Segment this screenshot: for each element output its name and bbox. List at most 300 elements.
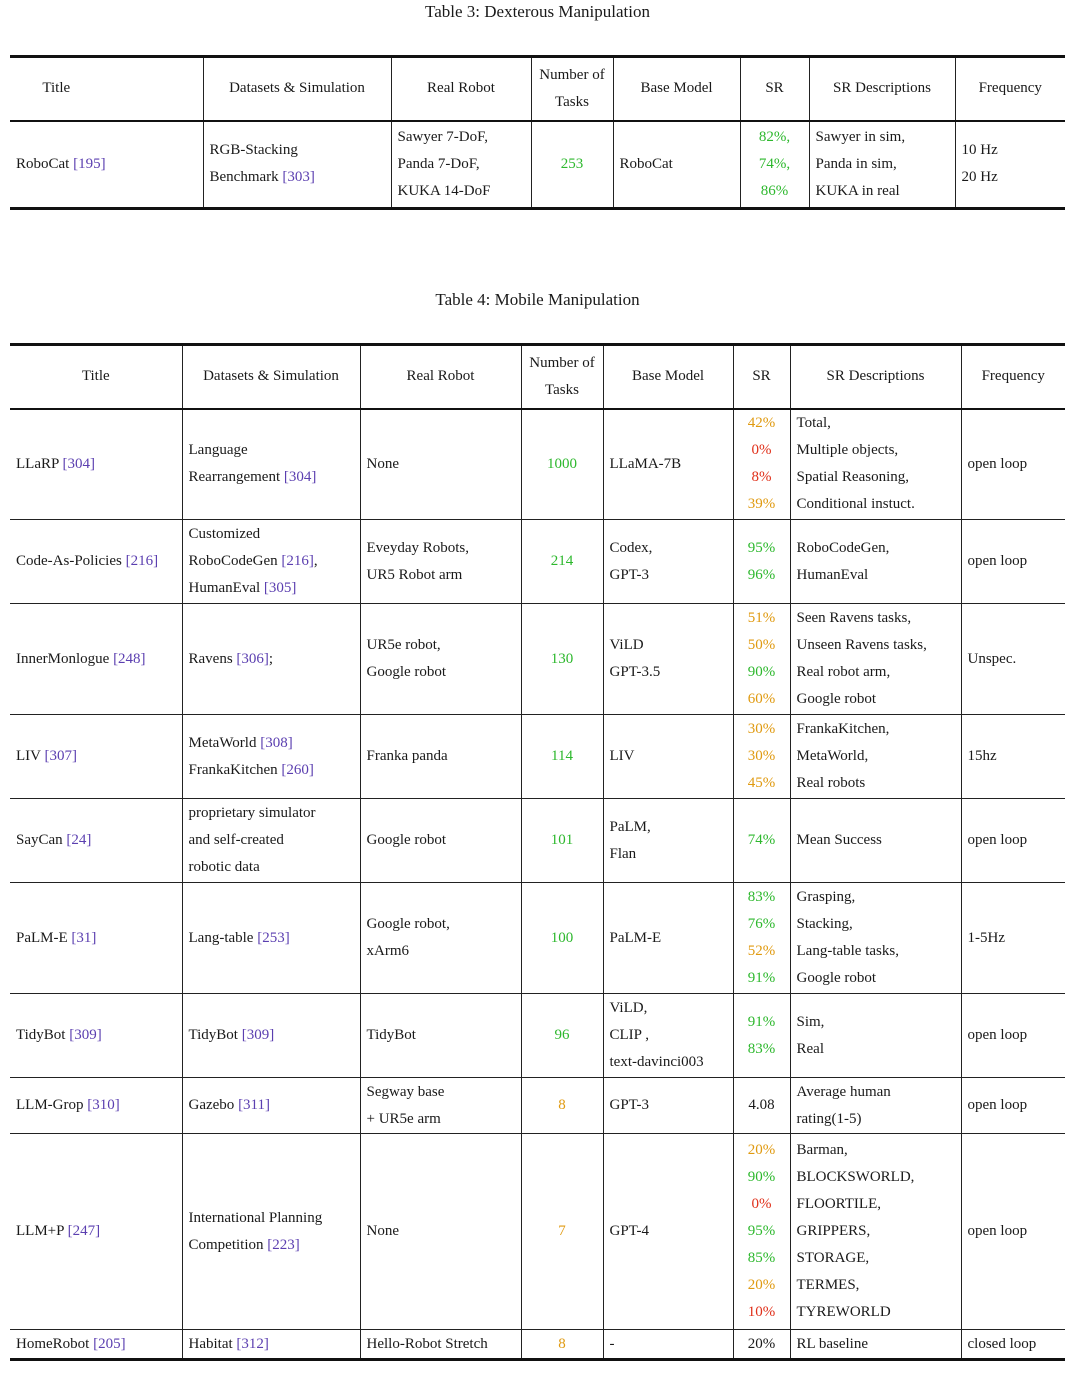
- sr-description: TERMES,: [796, 1277, 860, 1293]
- header-number-of-tasks: Number of Tasks: [531, 57, 613, 121]
- cell-base-model: [603, 715, 733, 799]
- sr-description: RoboCodeGen,: [796, 539, 890, 556]
- frequency-line: open loop: [967, 1097, 1028, 1113]
- cell-number-of-tasks: [521, 604, 603, 715]
- sr-value: 20%: [747, 1335, 776, 1352]
- robot-line: Google robot,: [366, 916, 450, 932]
- cell-datasets: [182, 1330, 360, 1360]
- dataset-text: Gazebo: [188, 1097, 239, 1113]
- cell-base-model: [603, 994, 733, 1078]
- task-count: 253: [560, 155, 584, 172]
- cell-base-model: [603, 1330, 733, 1360]
- cell-sr-descriptions: [790, 1134, 961, 1330]
- citation: [309]: [241, 1027, 275, 1043]
- sr-value: 42%: [747, 415, 776, 432]
- dataset-line: [189, 1232, 354, 1259]
- sr-description: Panda in sim,: [815, 155, 897, 172]
- frequency-line: 20 Hz: [961, 169, 998, 186]
- table4-header-row: [10, 345, 1065, 409]
- cell-base-model: [603, 799, 733, 883]
- dataset-text: Competition: [188, 1236, 268, 1253]
- cell-number-of-tasks: [521, 715, 603, 799]
- sr-value: 30%: [747, 748, 776, 764]
- sr-description: BLOCKSWORLD,: [796, 1169, 915, 1185]
- sr-description: MetaWorld,: [796, 748, 869, 764]
- task-count: 101: [550, 832, 574, 848]
- cell-title: [10, 121, 203, 209]
- citation: [24]: [66, 832, 92, 848]
- cell-datasets: [182, 604, 360, 715]
- cell-frequency: [961, 409, 1065, 520]
- dataset-text: and self-created: [188, 832, 284, 848]
- cell-sr: [740, 121, 809, 209]
- citation: [311]: [238, 1097, 270, 1113]
- citation: [260]: [281, 761, 314, 778]
- sr-description: RL baseline: [796, 1335, 869, 1352]
- cell-datasets: [182, 883, 360, 994]
- frequency-line: open loop: [967, 553, 1028, 569]
- cell-sr-descriptions: [790, 799, 961, 883]
- sr-description: Seen Ravens tasks,: [796, 610, 912, 626]
- frequency-line: 10 Hz: [961, 142, 998, 159]
- sr-description: HumanEval: [796, 566, 869, 583]
- cell-sr: [733, 799, 790, 883]
- dataset-line: [189, 757, 354, 784]
- dataset-text: robotic data: [188, 859, 260, 875]
- cell-number-of-tasks: [521, 883, 603, 994]
- cell-frequency: [961, 604, 1065, 715]
- task-count: 1000: [547, 455, 577, 472]
- robot-line: Google robot: [366, 832, 447, 848]
- header-base-model: Base Model: [613, 57, 740, 121]
- citation: [312]: [236, 1335, 269, 1352]
- table3: [10, 55, 1065, 210]
- method-title: LLM-Grop: [16, 1097, 84, 1113]
- citation: [303]: [282, 169, 315, 186]
- cell-title: [10, 799, 182, 883]
- task-count: 7: [558, 1223, 566, 1239]
- dataset-line: [189, 730, 354, 757]
- model-line: RoboCat: [619, 155, 673, 172]
- citation: [304]: [283, 469, 317, 486]
- cell-base-model: [603, 1078, 733, 1134]
- dataset-line: [210, 137, 385, 164]
- task-count: 100: [550, 929, 574, 946]
- dataset-text: Benchmark: [209, 169, 283, 186]
- cell-datasets: [182, 1134, 360, 1330]
- sr-value: 82%,: [758, 128, 791, 145]
- sr-description: Mean Success: [796, 832, 882, 848]
- sr-description: Lang-table tasks,: [796, 943, 899, 959]
- sr-value: 51%: [747, 610, 776, 626]
- method-title: RoboCat: [16, 155, 70, 172]
- method-title: TidyBot: [16, 1027, 66, 1043]
- sr-value: 74%: [747, 832, 776, 848]
- cell-real-robot: [391, 121, 531, 209]
- model-line: GPT-3: [609, 1097, 649, 1113]
- sr-value: 91%: [747, 970, 776, 986]
- citation: [306]: [236, 650, 269, 667]
- cell-sr: [733, 604, 790, 715]
- frequency-line: 1-5Hz: [967, 929, 1005, 946]
- model-line: Codex,: [609, 539, 653, 556]
- sr-value: 30%: [747, 721, 776, 737]
- dataset-text: RoboCodeGen: [188, 553, 282, 569]
- cell-number-of-tasks: [521, 520, 603, 604]
- sr-description: KUKA in real: [815, 182, 900, 199]
- cell-sr: [733, 715, 790, 799]
- cell-base-model: [603, 1134, 733, 1330]
- dataset-text: Rearrangement: [188, 469, 284, 486]
- frequency-line: closed loop: [967, 1335, 1037, 1352]
- sr-description: Conditional instuct.: [796, 496, 915, 513]
- method-title: SayCan: [16, 832, 63, 848]
- citation: [310]: [87, 1097, 120, 1113]
- citation: [247]: [67, 1223, 101, 1239]
- sr-value: 95%: [747, 1223, 776, 1239]
- cell-sr: [733, 883, 790, 994]
- robot-line: KUKA 14-DoF: [397, 182, 491, 199]
- sr-value: 91%: [747, 1013, 776, 1030]
- model-line: text-davinci003: [609, 1054, 704, 1070]
- model-line: ViLD: [609, 637, 644, 653]
- cell-sr-descriptions: [790, 715, 961, 799]
- sr-value: 0%: [751, 442, 772, 459]
- table-row: [10, 604, 1065, 715]
- cell-base-model: [603, 604, 733, 715]
- sr-description: GRIPPERS,: [796, 1223, 871, 1239]
- task-count: 130: [550, 650, 574, 667]
- model-line: CLIP ,: [609, 1027, 649, 1043]
- cell-title: [10, 604, 182, 715]
- dataset-line: [189, 1022, 354, 1049]
- table3-caption: Table 3: Dexterous Manipulation: [425, 2, 650, 21]
- sr-description: Stacking,: [796, 916, 853, 932]
- dataset-line: [189, 646, 354, 673]
- dataset-line: [189, 521, 354, 548]
- sr-description: Grasping,: [796, 889, 856, 905]
- cell-sr-descriptions: [790, 1330, 961, 1360]
- dataset-text: proprietary simulator: [188, 805, 316, 821]
- task-count: 8: [558, 1335, 566, 1352]
- header-title: Title: [10, 57, 203, 121]
- header-sr: SR: [740, 57, 809, 121]
- table3-header-row: [10, 57, 1065, 121]
- sr-description: Multiple objects,: [796, 442, 899, 459]
- dataset-line: [189, 1331, 354, 1358]
- sr-description: Unseen Ravens tasks,: [796, 637, 927, 653]
- citation: [216]: [281, 553, 314, 569]
- sr-value: 95%: [747, 539, 776, 556]
- header-number-of-tasks: Number of Tasks: [521, 345, 603, 409]
- cell-sr-descriptions: [790, 994, 961, 1078]
- frequency-line: open loop: [967, 1027, 1028, 1043]
- cell-base-model: [603, 409, 733, 520]
- cell-real-robot: [360, 604, 521, 715]
- dataset-line: [189, 437, 354, 464]
- frequency-line: Unspec.: [967, 650, 1017, 667]
- cell-sr: [733, 520, 790, 604]
- sr-description: Real robots: [796, 775, 866, 791]
- model-line: PaLM,: [609, 818, 651, 835]
- robot-line: Google robot: [366, 664, 447, 680]
- sr-value: 90%: [747, 1169, 776, 1185]
- table-row: [10, 1330, 1065, 1360]
- cell-sr: [733, 1078, 790, 1134]
- sr-value: 96%: [747, 566, 776, 583]
- sr-value: 45%: [747, 775, 776, 791]
- robot-line: UR5 Robot arm: [366, 566, 463, 583]
- frequency-line: open loop: [967, 455, 1028, 472]
- cell-base-model: [603, 883, 733, 994]
- sr-value: 8%: [751, 469, 772, 486]
- table4: [10, 343, 1065, 1361]
- method-title: HomeRobot: [16, 1335, 90, 1352]
- table-row: [10, 883, 1065, 994]
- cell-real-robot: [360, 1078, 521, 1134]
- method-title: LLM+P: [16, 1223, 64, 1239]
- method-title: PaLM-E: [16, 929, 68, 946]
- cell-number-of-tasks: [521, 799, 603, 883]
- sr-description: Sawyer in sim,: [815, 128, 906, 145]
- task-count: 8: [558, 1097, 566, 1113]
- cell-datasets: [182, 715, 360, 799]
- cell-frequency: [961, 883, 1065, 994]
- cell-frequency: [961, 715, 1065, 799]
- robot-line: None: [366, 1223, 399, 1239]
- cell-sr-descriptions: [790, 520, 961, 604]
- sr-description: Google robot: [796, 691, 877, 707]
- sr-value: 52%: [747, 943, 776, 959]
- dataset-text: HumanEval: [188, 580, 264, 596]
- cell-real-robot: [360, 994, 521, 1078]
- citation: [253]: [257, 929, 290, 946]
- table-row: [10, 520, 1065, 604]
- dataset-line: [189, 800, 354, 827]
- cell-title: [10, 1078, 182, 1134]
- method-title: Code-As-Policies: [16, 553, 122, 569]
- dataset-text: Language: [188, 442, 248, 459]
- citation: [304]: [62, 455, 96, 472]
- model-line: -: [609, 1335, 615, 1352]
- cell-base-model: [613, 121, 740, 209]
- model-line: GPT-4: [609, 1223, 649, 1239]
- cell-real-robot: [360, 1134, 521, 1330]
- cell-sr: [733, 994, 790, 1078]
- sr-value: 20%: [747, 1277, 776, 1293]
- citation: [223]: [267, 1236, 300, 1253]
- dataset-line: [189, 827, 354, 854]
- cell-real-robot: [360, 799, 521, 883]
- dataset-text: ;: [268, 650, 274, 667]
- table-row: [10, 1078, 1065, 1134]
- sr-value: 76%: [747, 916, 776, 932]
- dataset-text: Lang-table: [188, 929, 258, 946]
- dataset-text: RGB-Stacking: [209, 142, 298, 159]
- dataset-text: FrankaKitchen: [188, 761, 282, 778]
- citation: [307]: [44, 748, 77, 764]
- dataset-text: International Planning: [188, 1209, 323, 1226]
- sr-value: 60%: [747, 691, 776, 707]
- robot-line: Sawyer 7-DoF,: [397, 128, 488, 145]
- cell-number-of-tasks: [521, 1078, 603, 1134]
- cell-number-of-tasks: [521, 1134, 603, 1330]
- sr-description: rating(1-5): [796, 1110, 862, 1127]
- dataset-text: Customized: [188, 526, 261, 542]
- cell-frequency: [961, 994, 1065, 1078]
- cell-datasets: [182, 994, 360, 1078]
- robot-line: Eveyday Robots,: [366, 539, 469, 556]
- header-frequency: Frequency: [961, 345, 1065, 409]
- header-sr: SR: [733, 345, 790, 409]
- sr-description: TYREWORLD: [796, 1304, 891, 1320]
- model-line: GPT-3: [609, 566, 649, 583]
- cell-real-robot: [360, 715, 521, 799]
- model-line: PaLM-E: [609, 929, 662, 946]
- cell-sr-descriptions: [790, 883, 961, 994]
- dataset-text: TidyBot: [188, 1027, 242, 1043]
- sr-description: Real robot arm,: [796, 664, 891, 680]
- cell-frequency: [961, 1330, 1065, 1360]
- sr-value: 20%: [747, 1142, 776, 1158]
- cell-sr-descriptions: [790, 409, 961, 520]
- method-title: InnerMonlogue: [16, 650, 110, 667]
- robot-line: Franka panda: [366, 748, 448, 764]
- cell-title: [10, 994, 182, 1078]
- header-datasets: Datasets & Simulation: [182, 345, 360, 409]
- citation: [305]: [263, 580, 297, 596]
- sr-value: 10%: [747, 1304, 776, 1320]
- table-row: [10, 1134, 1065, 1330]
- cell-frequency: [961, 1078, 1065, 1134]
- table-row: [10, 994, 1065, 1078]
- table4-caption: Table 4: Mobile Manipulation: [435, 290, 640, 309]
- sr-value: 74%,: [758, 155, 791, 172]
- sr-description: FrankaKitchen,: [796, 721, 890, 737]
- dataset-line: [210, 164, 385, 191]
- frequency-line: open loop: [967, 832, 1028, 848]
- dataset-line: [189, 575, 354, 602]
- sr-description: Barman,: [796, 1142, 848, 1158]
- cell-datasets: [182, 1078, 360, 1134]
- cell-datasets: [182, 799, 360, 883]
- sr-description: Average human: [796, 1083, 891, 1100]
- cell-sr-descriptions: [790, 1078, 961, 1134]
- sr-description: FLOORTILE,: [796, 1196, 882, 1212]
- dataset-line: [189, 548, 354, 575]
- model-line: LLaMA-7B: [609, 455, 682, 472]
- cell-sr-descriptions: [790, 604, 961, 715]
- cell-datasets: [182, 520, 360, 604]
- cell-title: [10, 715, 182, 799]
- dataset-text: Ravens: [188, 650, 237, 667]
- cell-title: [10, 1134, 182, 1330]
- cell-number-of-tasks: [521, 1330, 603, 1360]
- cell-title: [10, 1330, 182, 1360]
- dataset-text: MetaWorld: [188, 734, 261, 751]
- robot-line: xArm6: [366, 943, 409, 959]
- sr-value: 39%: [747, 496, 776, 513]
- header-sr-descriptions: SR Descriptions: [790, 345, 961, 409]
- robot-line: None: [366, 455, 399, 472]
- method-title: LIV: [16, 748, 41, 764]
- citation: [248]: [113, 650, 146, 667]
- cell-real-robot: [360, 1330, 521, 1360]
- sr-description: Total,: [796, 415, 831, 432]
- model-line: GPT-3.5: [609, 664, 661, 680]
- cell-frequency: [961, 799, 1065, 883]
- citation: [195]: [73, 155, 106, 172]
- citation: [216]: [125, 553, 159, 569]
- cell-datasets: [203, 121, 391, 209]
- header-base-model: Base Model: [603, 345, 733, 409]
- robot-line: + UR5e arm: [366, 1110, 441, 1127]
- task-count: 214: [550, 553, 574, 569]
- cell-real-robot: [360, 520, 521, 604]
- robot-line: Hello-Robot Stretch: [366, 1335, 488, 1352]
- task-count: 114: [551, 748, 573, 764]
- sr-description: Real: [796, 1040, 824, 1057]
- cell-frequency: [961, 1134, 1065, 1330]
- method-title: LLaRP: [16, 455, 59, 472]
- cell-datasets: [182, 409, 360, 520]
- model-line: LIV: [609, 748, 635, 764]
- cell-real-robot: [360, 883, 521, 994]
- sr-value: 83%: [747, 1040, 776, 1057]
- cell-sr-descriptions: [809, 121, 955, 209]
- robot-line: Segway base: [366, 1083, 445, 1100]
- cell-number-of-tasks: [521, 994, 603, 1078]
- citation: [308]: [260, 734, 293, 751]
- dataset-line: [189, 1092, 354, 1119]
- robot-line: UR5e robot,: [366, 637, 441, 653]
- header-real-robot: Real Robot: [391, 57, 531, 121]
- cell-title: [10, 883, 182, 994]
- sr-description: Spatial Reasoning,: [796, 469, 909, 486]
- sr-description: Sim,: [796, 1013, 825, 1030]
- header-sr-descriptions: SR Descriptions: [809, 57, 955, 121]
- cell-real-robot: [360, 409, 521, 520]
- sr-value: 85%: [747, 1250, 776, 1266]
- robot-line: TidyBot: [366, 1027, 416, 1043]
- cell-number-of-tasks: [521, 409, 603, 520]
- citation: [205]: [93, 1335, 126, 1352]
- header-title: Title: [10, 345, 182, 409]
- task-count: 96: [554, 1027, 570, 1043]
- sr-value: 50%: [747, 637, 776, 653]
- sr-value: 4.08: [748, 1097, 775, 1113]
- robot-line: Panda 7-DoF,: [397, 155, 480, 172]
- sr-description: Google robot: [796, 970, 877, 986]
- cell-title: [10, 520, 182, 604]
- frequency-line: open loop: [967, 1223, 1028, 1239]
- cell-frequency: [961, 520, 1065, 604]
- sr-value: 90%: [747, 664, 776, 680]
- dataset-text: ,: [313, 553, 318, 569]
- model-line: ViLD,: [609, 1000, 648, 1016]
- dataset-line: [189, 464, 354, 491]
- model-line: Flan: [609, 845, 637, 862]
- cell-base-model: [603, 520, 733, 604]
- cell-number-of-tasks: [531, 121, 613, 209]
- cell-frequency: [955, 121, 1065, 209]
- cell-sr: [733, 1330, 790, 1360]
- dataset-line: [189, 1205, 354, 1232]
- table-row: [10, 409, 1065, 520]
- sr-description: STORAGE,: [796, 1250, 870, 1266]
- cell-sr: [733, 1134, 790, 1330]
- table-row: [10, 121, 1065, 209]
